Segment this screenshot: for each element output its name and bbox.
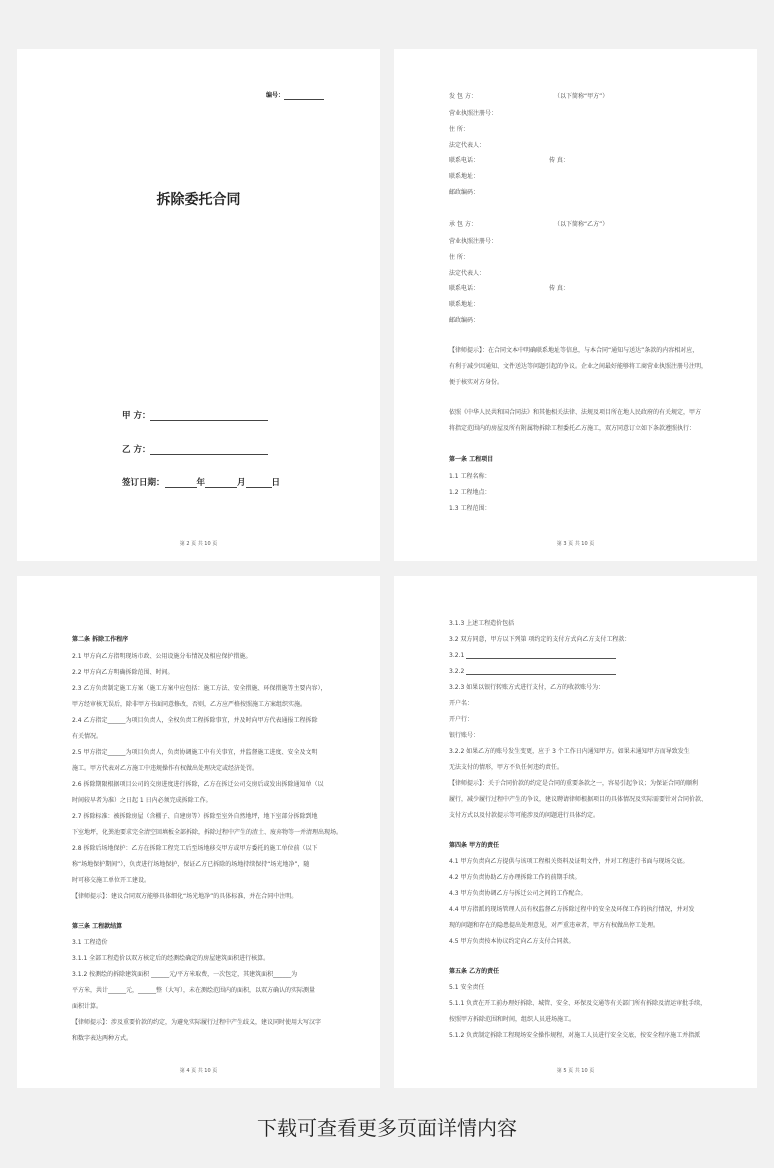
party-b-line: 乙 方： [122, 443, 268, 455]
text-line: 法定代表人： [449, 270, 486, 277]
fill-in-blank [466, 674, 616, 675]
text-line: 2.4 乙方指定______为项目负责人，全权负责工程拆除事宜，并及时向甲方代表通报工程拆除 [72, 717, 318, 724]
text-line: 和数字表达两种方式。 [72, 1035, 133, 1042]
text-line: 4.5 甲方负责按本协议约定向乙方支付合同款。 [449, 938, 575, 945]
text-line: 承 包 方： [449, 221, 477, 228]
text-line: 营业执照注册号： [449, 238, 498, 245]
page-number: 第 4 页 共 10 页 [179, 1068, 218, 1074]
document-page-procedure [17, 576, 380, 1088]
text-line: 5.1.1 负责在开工前办理好拆除、城管、安全、环保及交通等有关部门所有拆除及清运审批手续， [449, 1000, 707, 1007]
text-line: 3.2 双方同意，甲方以下列第 项约定的支付方式向乙方支付工程款： [449, 636, 631, 643]
text-line: 依照《中华人民共和国合同法》和其他相关法律、法规及项目所在地人民政府的有关规定，甲方 [449, 409, 702, 416]
text-line: 联系地址： [449, 301, 480, 308]
text-line: 4.4 甲方指派的现场管理人员有权监督乙方拆除过程中的安全及环保工作的执行情况，并对发 [449, 906, 695, 913]
text-line: 法定代表人： [449, 142, 486, 149]
serial-number-label: 编号： [266, 92, 324, 100]
sign-date-line: 签订日期： 年 月 日 [122, 478, 281, 488]
text-line: 时间较早者为准）之日起 1 日内必须完成拆除工作。 [72, 797, 212, 804]
text-line: 1.1 工程名称： [449, 473, 491, 480]
text-line: 2.6 拆除期限根据项目公司的交房进度进行拆除，乙方在拆迁公司交房后或发出拆除通知单（以 [72, 781, 324, 788]
text-line: 3.2.3 如果以银行转账方式进行支付，乙方的收款账号为： [449, 684, 605, 691]
contract-title: 拆除委托合同 [156, 192, 241, 208]
text-line: 联系地址： [449, 173, 480, 180]
page-number: 第 3 页 共 10 页 [556, 541, 595, 547]
text-line: 无法支付的情形，甲方不负任何违约责任。 [449, 764, 564, 771]
section-heading: 第二条 拆除工作程序 [72, 636, 129, 643]
text-line: 现的问题和存在的隐患提出处理意见，对严重违章者，甲方有权做出停工处理。 [449, 922, 660, 929]
text-line: 联系电话： [449, 285, 480, 292]
text-line: 2.2 甲方向乙方明确拆除范围、时间。 [72, 669, 174, 676]
text-line: 传 真： [549, 285, 569, 292]
text-line: 1.2 工程地点： [449, 489, 491, 496]
text-line: 2.5 甲方指定______为项目负责人，负责协调施工中有关事宜，并监督施工进度、安全及文明 [72, 749, 318, 756]
text-line: 住 所： [449, 254, 469, 261]
text-line: 1.3 工程范围： [449, 505, 491, 512]
text-line: （以下简称“乙方”） [554, 221, 609, 228]
text-line: 4.2 甲方负责协助乙方办理拆除工作的前期手续。 [449, 874, 581, 881]
text-line: 2.7 拆除标准：被拆除房屋（含棚子、自建房等）拆除至室外自然地坪，地下室部分拆除到地 [72, 813, 318, 820]
text-line: 便于核实对方身份。 [449, 379, 504, 386]
text-line: 开户行： [449, 716, 474, 723]
section-heading: 第四条 甲方的责任 [449, 842, 500, 849]
text-line: 5.1 安全责任 [449, 984, 485, 991]
text-line: 施工。甲方代表对乙方施工中违规操作有权做出处理决定或经济处罚。 [72, 765, 259, 772]
text-line: 3.2.2 [449, 668, 465, 675]
document-page-cover [17, 49, 380, 561]
text-line: 下室地坪，化粪池要求完全清空回填板全部拆除，拆除过程中产生的渣土、废弃物等一并清理出现场。 [72, 829, 343, 836]
party-a-line: 甲 方： [122, 409, 268, 421]
text-line: 3.1 工程造价 [72, 939, 108, 946]
text-line: 3.2.2 如果乙方的账号发生变更，应于 3 个工作日内通知甲方。如果未通知甲方而导致发生 [449, 748, 690, 755]
text-line: 发 包 方： [449, 93, 477, 100]
text-line: 邮政编码： [449, 317, 480, 324]
text-line: 住 所： [449, 126, 469, 133]
page-number: 第 2 页 共 10 页 [179, 541, 218, 547]
text-line: 邮政编码： [449, 189, 480, 196]
text-line: 5.1.2 负责制定拆除工程现场安全操作规程，对施工人员进行安全交底，按安全程序施工并指派 [449, 1032, 701, 1039]
section-heading: 第一条 工程项目 [449, 456, 494, 463]
text-line: 称“场地保护期间”），负责进行场地保护，保证乙方已拆除的场地持续保持“场光地净”，随 [72, 861, 310, 868]
text-line: 有利于减少因通知、文件送达等问题引起的争议。企业之间最好能够将工商营业执照注册号注明， [449, 363, 708, 370]
text-line: 有关情况。 [72, 733, 103, 740]
text-line: 4.1 甲方负责向乙方提供与该项工程相关资料及证明文件，并对工程进行书面与现场交底。 [449, 858, 689, 865]
section-heading: 第三条 工程款结算 [72, 923, 123, 930]
text-line: 履行，减少履行过程中产生的争议，建议聘请律师根据项目的具体情况及实际需要针对合同价款、 [449, 796, 708, 803]
text-line: 2.3 乙方负责制定施工方案（施工方案中应包括：施工方法、安全措施、环保措施等主要内容）， [72, 685, 327, 692]
fill-in-blank [466, 658, 616, 659]
text-line: 2.8 拆除后场地保护：乙方在拆除工程完工后至场地移交甲方或甲方委托的施工单位前（以下 [72, 845, 318, 852]
text-line: （以下简称“甲方”） [554, 93, 609, 100]
document-page-parties [394, 49, 757, 561]
text-line: 【律师提示】：涉及重要价款的约定，为避免实际履行过程中产生歧义，建议同时使用大写汉字 [72, 1019, 322, 1026]
text-line: 3.1.1 全部工程造价以双方核定后的经测绘确定的房屋建筑面积进行核算。 [72, 955, 270, 962]
text-line: 面积计算。 [72, 1003, 103, 1010]
text-line: 传 真： [549, 157, 569, 164]
text-line: 按照甲方拆除范围和时间，组织人员进场施工。 [449, 1016, 576, 1023]
text-line: 平方米，共计______元，______整（大写），未在测绘范围内的面积，以双方确认的实际测量 [72, 987, 316, 994]
page-number: 第 5 页 共 10 页 [556, 1068, 595, 1074]
text-line: 营业执照注册号： [449, 110, 498, 117]
text-line: 3.1.2 按测绘的拆除建筑面积 ______元/平方米取费，一次包定，其建筑面积______为 [72, 971, 298, 978]
text-line: 3.2.1 [449, 652, 465, 659]
text-line: 联系电话： [449, 157, 480, 164]
text-line: 【律师提示】：在合同文本中明确联系地址等信息，与本合同“通知与送达”条款的内容相对应， [449, 347, 699, 354]
text-line: 【律师提示】：关于合同价款的约定是合同的重要条款之一，容易引起争议；为保证合同的顺利 [449, 780, 699, 787]
text-line: 银行账号： [449, 732, 480, 739]
section-heading: 第五条 乙方的责任 [449, 968, 500, 975]
text-line: 3.1.3 上述工程造价包括 [449, 620, 515, 627]
text-line: 4.3 甲方负责协调乙方与拆迁公司之间的工作配合。 [449, 890, 587, 897]
text-line: 时可移交施工单位开工建设。 [72, 877, 151, 884]
text-line: 甲方经审核无误后，除非甲方书面同意修改，否则，乙方应严格按照施工方案组织实施。 [72, 701, 307, 708]
text-line: 将指定范围内的房屋及所有附属物拆除工程委托乙方施工，双方同意订立如下条款遵照执行： [449, 425, 696, 432]
download-caption[interactable]: 下载可查看更多页面详情内容 [257, 1116, 517, 1140]
text-line: 【律师提示】：建议合同双方能够具体细化“场光地净”的具体标准，并在合同中注明。 [72, 893, 298, 900]
text-line: 2.1 甲方向乙方指明现场市政、公用设施分布情况及相应保护措施。 [72, 653, 252, 660]
document-page-responsibilities [394, 576, 757, 1088]
text-line: 支付方式以及付款提示等可能涉及的问题进行具体约定。 [449, 812, 600, 819]
text-line: 开户名： [449, 700, 474, 707]
